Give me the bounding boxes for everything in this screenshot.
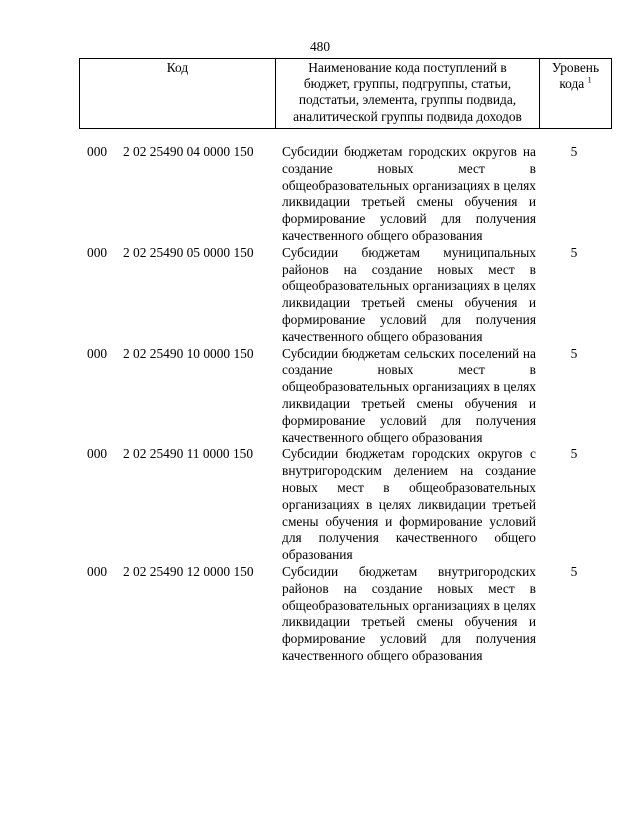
row-level: 5 — [570, 563, 578, 579]
row-name: Субсидии бюджетам внутригородских районов на создание новых мест в общеобразовательных организациях в целях ликвидации третьей смены обучения и формирование условий для получения качественного общего образования — [282, 563, 536, 663]
header-level-line: Уровень — [551, 60, 600, 75]
table-row — [79, 144, 611, 245]
header-name-line: Наименование кода поступлений в — [308, 60, 507, 75]
row-code: 2 02 25490 10 0000 150 — [123, 345, 254, 361]
row-group: 000 — [87, 446, 108, 462]
row-group: 000 — [87, 244, 108, 260]
row-code: 2 02 25490 11 0000 150 — [123, 446, 254, 462]
table-row — [79, 346, 611, 447]
row-code: 2 02 25490 12 0000 150 — [123, 563, 254, 579]
row-name: Субсидии бюджетам сельских поселений на создание новых мест в общеобразовательных организациях в целях ликвидации третьей смены обучения и формирование условий для получения качественного общего образования — [282, 345, 536, 445]
row-code: 2 02 25490 05 0000 150 — [123, 244, 254, 260]
row-code: 2 02 25490 04 0000 150 — [123, 144, 254, 159]
header-level-label: кода — [559, 76, 585, 92]
row-level: 5 — [570, 144, 578, 159]
row-name: Субсидии бюджетам городских округов на создание новых мест в общеобразовательных организациях в целях ликвидации третьей смены обучения и формирование условий для получения качественного общего образования — [282, 144, 536, 243]
footnote-mark: 1 — [587, 75, 592, 85]
header-level-line — [542, 76, 609, 92]
table-row — [79, 564, 611, 665]
row-group: 000 — [87, 144, 108, 159]
table-header — [79, 58, 612, 129]
header-name-line: бюджет, группы, подгруппы, статьи, — [303, 76, 512, 92]
row-name: Субсидии бюджетам городских округов с внутригородским делением на создание новых мест в общеобразовательных организациях в целях ликвидации третьей смены обучения и формирование условий для получения качественного общего образования — [282, 446, 536, 563]
row-level: 5 — [570, 345, 578, 361]
table-body — [79, 144, 611, 665]
table-row — [79, 446, 611, 564]
page-number: 480 — [309, 39, 331, 54]
row-level: 5 — [570, 446, 578, 462]
header-code — [80, 59, 276, 129]
row-group: 000 — [87, 563, 108, 579]
header-name — [276, 59, 540, 129]
header-level — [540, 59, 612, 129]
row-group: 000 — [87, 345, 108, 361]
table-row — [79, 245, 611, 346]
header-name-line: подстатьи, элемента, группы подвида, — [298, 92, 517, 108]
header-name-line: аналитической группы подвида доходов — [293, 108, 522, 124]
row-name: Субсидии бюджетам муниципальных районов на создание новых мест в общеобразовательных организациях в целях ликвидации третьей смены обучения и формирование условий для получения качественного общего образования — [282, 244, 536, 344]
row-level: 5 — [570, 244, 578, 260]
header-code-label: Код — [166, 60, 189, 75]
